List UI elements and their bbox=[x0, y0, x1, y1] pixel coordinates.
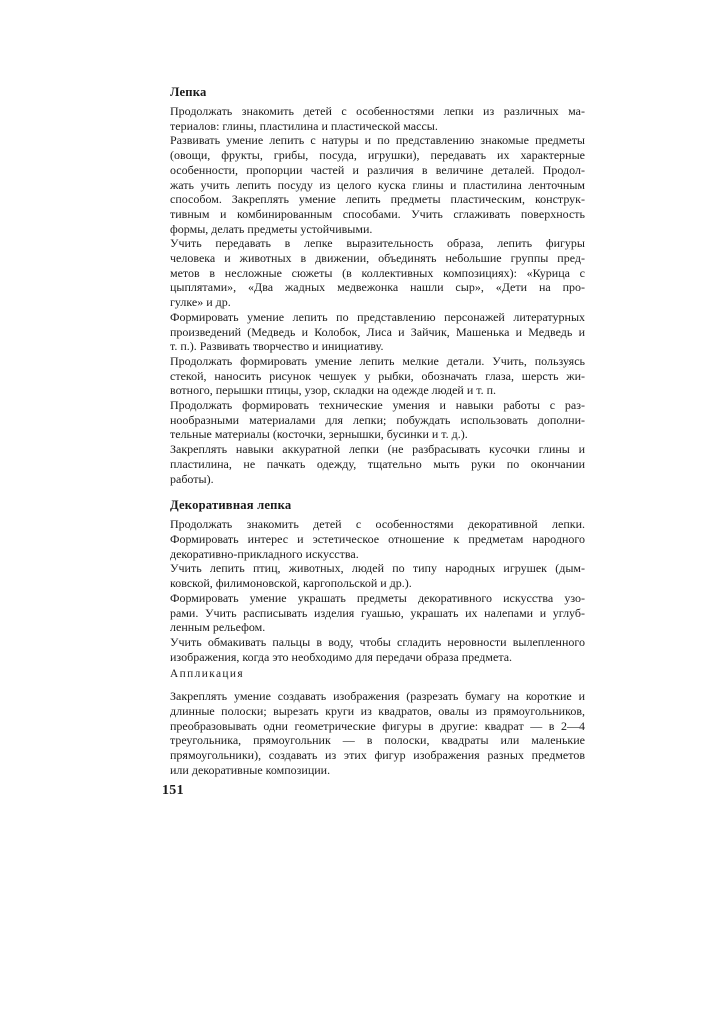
text-line: Учить передавать в лепке выразительность образа, лепить фигуры bbox=[170, 236, 585, 251]
text-line: работы). bbox=[170, 471, 214, 486]
text-column bbox=[162, 84, 585, 800]
text-line: Продолжать формировать умение лепить мелкие детали. Учить, пользуясь bbox=[170, 353, 585, 368]
text-line: преобразовывать одни геометрические фигуры в другие: квадрат — в 2—4 bbox=[170, 718, 585, 733]
text-line: рами. Учить расписывать изделия гуашью, украшать их налепами и углуб- bbox=[170, 605, 585, 620]
text-line: тивным и комбинированным способами. Учить сглаживать поверхность bbox=[170, 206, 585, 221]
paragraph bbox=[170, 236, 585, 310]
section-heading: Декоративная лепка bbox=[170, 498, 292, 513]
text-line: метов в несложные сюжеты (в коллективных композициях): «Курица с bbox=[170, 265, 585, 280]
text-line: способом. Закреплять умение лепить предметы пластическим, конструк- bbox=[170, 192, 585, 207]
text-line: Продолжать знакомить детей с особенностями лепки из различных ма- bbox=[170, 104, 585, 118]
text-line: треугольника, прямоугольник — в полоски, квадраты или маленькие bbox=[170, 733, 585, 748]
text-line: нообразными материалами для лепки; побуждать использовать дополни- bbox=[170, 412, 585, 427]
text-line: человека и животных в движении, объединять небольшие группы пред- bbox=[170, 251, 585, 266]
section-heading: Лепка bbox=[170, 85, 207, 99]
page-number: 151 bbox=[162, 782, 184, 798]
text-line: Учить обмакивать пальцы в воду, чтобы сгладить неровности вылепленного bbox=[170, 634, 585, 649]
text-line: изображения, когда это необходимо для передачи образа предмета. bbox=[170, 649, 513, 664]
text-line: гулке» и др. bbox=[170, 295, 231, 310]
paragraph bbox=[170, 104, 585, 133]
text-line: произведений (Медведь и Колобок, Лиса и Зайчик, Машенька и Медведь и bbox=[170, 324, 585, 339]
text-line: ковской, филимоновской, каргопольской и др.). bbox=[170, 576, 412, 591]
paragraph bbox=[170, 591, 585, 635]
paragraph bbox=[170, 689, 585, 777]
paragraph bbox=[170, 398, 585, 442]
text-line: формы, делать предметы устойчивыми. bbox=[170, 221, 373, 236]
text-line: стекой, наносить рисунок чешуек у рыбки, обозначать глаза, шерсть жи- bbox=[170, 368, 585, 383]
section-heading: Аппликация bbox=[170, 668, 245, 681]
text-line: Развивать умение лепить с натуры и по представлению знакомые предметы bbox=[170, 133, 585, 148]
text-line: или декоративные композиции. bbox=[170, 762, 331, 777]
text-line: цыплятами», «Два жадных медвежонка нашли сыр», «Дети на про- bbox=[170, 280, 585, 295]
text-line: териалов: глины, пластилина и пластической массы. bbox=[170, 118, 438, 133]
paragraph bbox=[170, 354, 585, 398]
text-line: Продолжать знакомить детей с особенностями декоративной лепки. bbox=[170, 517, 585, 532]
text-line: ленным рельефом. bbox=[170, 620, 266, 635]
text-line: Закреплять умение создавать изображения (разрезать бумагу на короткие и bbox=[170, 689, 585, 704]
text-line: Формировать интерес и эстетическое отношение к предметам народного bbox=[170, 531, 585, 546]
section bbox=[170, 497, 585, 664]
text-line: декоративно-прикладного искусства. bbox=[170, 546, 359, 561]
paragraph bbox=[170, 133, 585, 236]
paragraph bbox=[170, 517, 585, 561]
text-line: Учить лепить птиц, животных, людей по типу народных игрушек (дым- bbox=[170, 561, 585, 576]
text-line: Формировать умение украшать предметы декоративного искусства узо- bbox=[170, 590, 585, 605]
paragraph bbox=[170, 561, 585, 590]
text-line: особенности, пропорции частей и различия в величине деталей. Продол- bbox=[170, 162, 585, 177]
paragraph bbox=[170, 310, 585, 354]
paragraph bbox=[170, 635, 585, 664]
text-line: т. п.). Развивать творчество и инициативу. bbox=[170, 339, 384, 354]
text-line: пластилина, не пачкать одежду, тщательно мыть руки по окончании bbox=[170, 456, 585, 471]
text-line: длинные полоски; вырезать круги из квадратов, овалы из прямоугольников, bbox=[170, 704, 585, 719]
text-line: (овощи, фрукты, грибы, посуда, игрушки), передавать их характерные bbox=[170, 148, 585, 163]
text-line: тельные материалы (косточки, зернышки, бусинки и т. д.). bbox=[170, 427, 468, 442]
text-line: Формировать умение лепить по представлению персонажей литературных bbox=[170, 309, 585, 324]
section bbox=[170, 667, 585, 777]
text-line: прямоугольники), создавать из этих фигур изображения разных предметов bbox=[170, 748, 585, 763]
text-line: Закреплять навыки аккуратной лепки (не разбрасывать кусочки глины и bbox=[170, 442, 585, 457]
paragraph bbox=[170, 442, 585, 486]
text-line: Продолжать формировать технические умения и навыки работы с раз- bbox=[170, 398, 585, 413]
text-line: вотного, перышки птицы, узор, складки на одежде людей и т. п. bbox=[170, 383, 497, 398]
section bbox=[170, 84, 585, 486]
text-line: жать учить лепить посуду из целого куска глины и пластилина ленточным bbox=[170, 177, 585, 192]
